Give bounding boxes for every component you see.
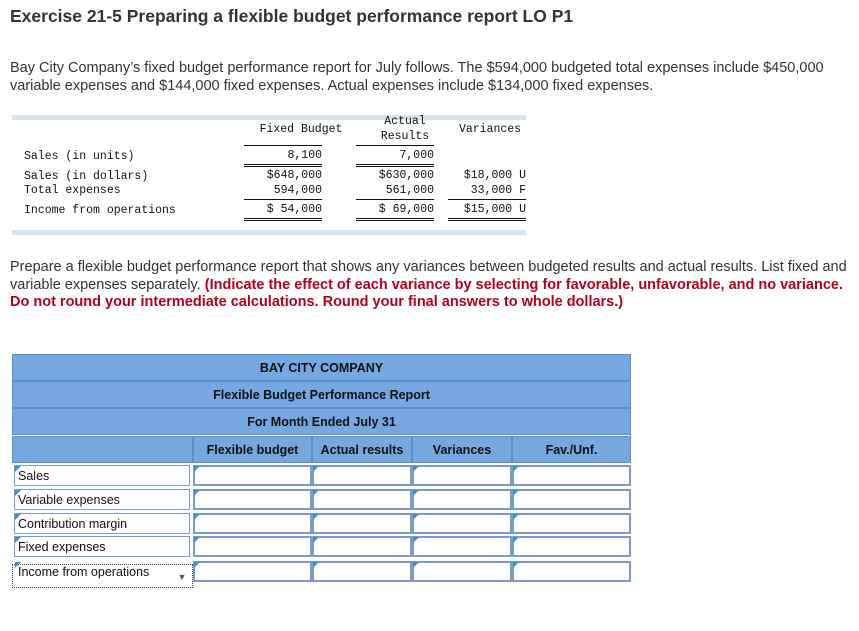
underline-actual-1 <box>356 164 434 165</box>
variance-sales-dollars: $18,000 U <box>463 169 526 182</box>
row-label-income: Income from operations <box>24 204 176 217</box>
fixed-sales-dollars: $648,000 <box>266 169 322 182</box>
intro-paragraph: Bay City Company’s fixed budget performance report for July follows. The $594,000 budgeted total expenses include $450,000 variable expenses and $144,000 fixed expenses. Actual expenses include $134,000 fixed expenses. <box>10 60 824 94</box>
contribution-margin-flexible-budget-input[interactable] <box>193 513 312 534</box>
input-marker-icon <box>413 562 419 568</box>
actual-total-expenses: 561,000 <box>385 184 434 197</box>
header-actual-line1: Actual <box>384 115 426 128</box>
report-period-header: For Month Ended July 31 <box>12 408 631 435</box>
input-marker-icon <box>15 562 21 568</box>
header-underline-fixed <box>244 145 322 146</box>
sales-flexible-budget-input[interactable] <box>193 465 312 486</box>
underline-actual-3 <box>356 199 434 200</box>
input-marker-icon <box>15 466 21 472</box>
underline-fixed-4 <box>244 218 322 219</box>
header-variances: Variances <box>458 123 522 136</box>
underline-fixed-1 <box>244 164 322 165</box>
input-marker-icon <box>413 514 419 520</box>
variable-expenses-fav-unf-select[interactable] <box>512 489 631 510</box>
row-label-total-expenses: Total expenses <box>24 184 121 197</box>
underline-actual-4 <box>356 218 434 219</box>
table-bottom-band <box>12 230 526 235</box>
income-actual-results-input[interactable] <box>312 561 412 582</box>
variable-expenses-flexible-budget-input[interactable] <box>193 489 312 510</box>
row-label-income-text: Income from operations <box>18 564 150 579</box>
instructions-plain: Prepare a flexible budget performance report that shows any variances between budgeted results and actual results. List fixed and variable expenses separately. <box>10 259 847 293</box>
input-marker-icon <box>15 514 21 520</box>
input-marker-icon <box>413 490 419 496</box>
contribution-margin-actual-results-input[interactable] <box>312 513 412 534</box>
sales-actual-results-input[interactable] <box>312 465 412 486</box>
underline-actual-1b <box>356 166 434 167</box>
column-header-actual-results: Actual results <box>312 436 412 463</box>
input-marker-icon <box>194 466 200 472</box>
underline-actual-4b <box>356 220 434 221</box>
underline-variance-3 <box>448 199 526 200</box>
row-label-sales[interactable] <box>14 465 190 486</box>
underline-fixed-1b <box>244 166 322 167</box>
column-header-fav-unf: Fav./Unf. <box>512 436 631 463</box>
fixed-total-expenses: 594,000 <box>273 184 322 197</box>
report-title-header: Flexible Budget Performance Report <box>12 381 631 408</box>
contribution-margin-variances-input[interactable] <box>412 513 512 534</box>
input-marker-icon <box>15 537 21 543</box>
row-label-variable-expenses-text: Variable expenses <box>18 492 120 507</box>
row-label-fixed-expenses-text: Fixed expenses <box>18 539 106 554</box>
variable-expenses-actual-results-input[interactable] <box>312 489 412 510</box>
input-marker-icon <box>313 466 319 472</box>
input-marker-icon <box>313 490 319 496</box>
row-label-sales-dollars: Sales (in dollars) <box>24 170 149 183</box>
variance-income: $15,000 U <box>463 203 526 216</box>
report-company-header: BAY CITY COMPANY <box>12 354 631 381</box>
input-marker-icon <box>194 537 200 543</box>
exercise-title: Exercise 21-5 Preparing a flexible budget performance report LO P1 <box>10 6 574 26</box>
underline-fixed-3 <box>244 199 322 200</box>
input-marker-icon <box>313 537 319 543</box>
contribution-margin-fav-unf-select[interactable] <box>512 513 631 534</box>
column-header-blank <box>12 436 193 463</box>
input-marker-icon <box>15 490 21 496</box>
input-marker-icon <box>194 562 200 568</box>
row-label-variable-expenses[interactable] <box>14 489 190 510</box>
input-marker-icon <box>413 537 419 543</box>
variance-total-expenses: 33,000 F <box>470 184 526 197</box>
fixed-expenses-fav-unf-select[interactable] <box>512 536 631 557</box>
sales-fav-unf-select[interactable] <box>512 465 631 486</box>
header-underline-actual <box>356 145 434 146</box>
header-actual-line2: Results <box>380 130 430 143</box>
table-top-band <box>12 115 526 120</box>
income-flexible-budget-input[interactable] <box>193 561 312 582</box>
income-variances-input[interactable] <box>412 561 512 582</box>
fixed-income: $ 54,000 <box>266 203 322 216</box>
row-label-sales-text: Sales <box>18 468 50 483</box>
instructions-bold: (Indicate the effect of each variance by selecting for favorable, unfavorable, and no variance. Do not round your intermediate calculations. Round your final answers to whole dollars.) <box>10 276 843 310</box>
given-performance-table <box>12 115 526 235</box>
underline-fixed-4b <box>244 220 322 221</box>
variable-expenses-variances-input[interactable] <box>412 489 512 510</box>
flexible-budget-report <box>12 354 631 586</box>
underline-variance-4 <box>448 218 526 219</box>
input-marker-icon <box>194 514 200 520</box>
chevron-down-icon[interactable]: ▼ <box>177 572 187 582</box>
sales-variances-input[interactable] <box>412 465 512 486</box>
input-marker-icon <box>313 562 319 568</box>
header-fixed-budget: Fixed Budget <box>259 123 343 136</box>
actual-income: $ 69,000 <box>378 203 434 216</box>
income-fav-unf-select[interactable] <box>512 561 631 582</box>
fixed-expenses-actual-results-input[interactable] <box>312 536 412 557</box>
actual-sales-units: 7,000 <box>399 149 434 162</box>
input-marker-icon <box>413 466 419 472</box>
actual-sales-dollars: $630,000 <box>378 169 434 182</box>
input-marker-icon <box>513 466 519 472</box>
input-marker-icon <box>313 514 319 520</box>
fixed-expenses-variances-input[interactable] <box>412 536 512 557</box>
input-marker-icon <box>513 514 519 520</box>
instructions-paragraph <box>10 259 850 312</box>
row-label-contribution-margin-text: Contribution margin <box>18 516 128 531</box>
fixed-expenses-flexible-budget-input[interactable] <box>193 536 312 557</box>
fixed-sales-units: 8,100 <box>287 149 322 162</box>
input-marker-icon <box>513 490 519 496</box>
row-label-contribution-margin[interactable] <box>14 513 190 534</box>
input-marker-icon <box>194 490 200 496</box>
row-label-income-from-operations[interactable] <box>14 561 190 582</box>
input-marker-icon <box>513 537 519 543</box>
row-label-fixed-expenses[interactable] <box>14 536 190 557</box>
row-label-sales-units: Sales (in units) <box>24 150 135 163</box>
underline-variance-4b <box>448 220 526 221</box>
input-marker-icon <box>513 562 519 568</box>
column-header-variances: Variances <box>412 436 512 463</box>
column-header-flexible-budget: Flexible budget <box>193 436 312 463</box>
